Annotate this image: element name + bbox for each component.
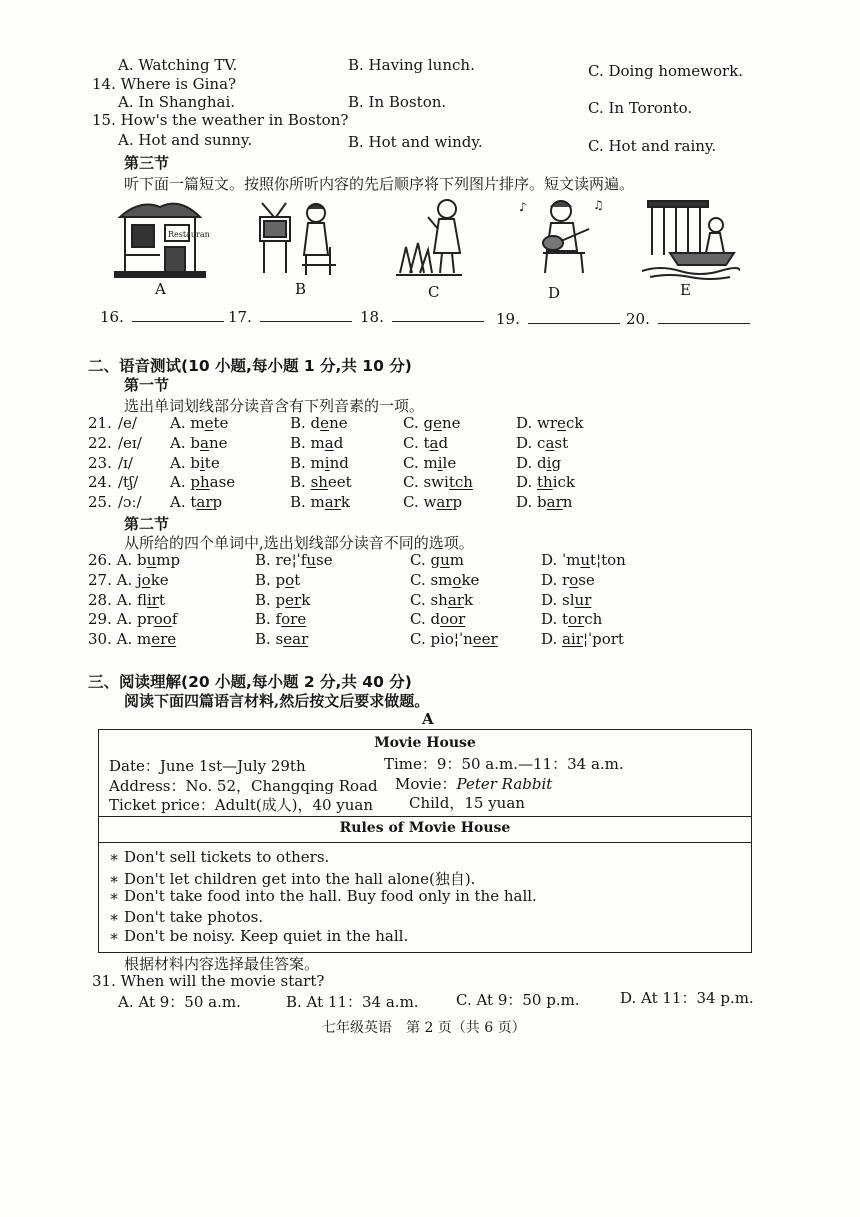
underlined-letters: a [199,434,209,452]
word-option-c [410,630,498,648]
notice-title: Movie House [374,735,476,751]
underlined-letters: i [437,454,443,472]
phoneme: /eɪ/ [118,434,142,452]
answer-blank-20[interactable] [626,310,750,328]
notice-divider [99,816,751,817]
rules-divider [99,842,751,843]
word-option-c [410,591,473,609]
word-part: B. f [255,610,282,628]
underlined-letters: e [557,414,566,432]
word-part: C. pio¦ˈn [410,630,473,648]
question-number: 21. [88,414,112,432]
word-part: C. w [403,493,437,511]
underlined-letters: o [141,571,151,589]
movie-house-notice [98,729,752,953]
word-part: ¦ˈport [582,630,624,648]
word-option-d [516,434,568,452]
word-part: d [438,434,449,452]
word-option-c [403,473,473,491]
word-option-a [170,414,228,432]
word-option-c [410,610,465,628]
q31-option-a: A. At 9：50 a.m. [118,993,241,1011]
word-part: ne [441,414,461,432]
word-part: te [213,414,229,432]
word-part: C. sh [410,591,448,609]
word-option-d [541,591,591,609]
word-option-c [403,493,462,511]
word-option-b [255,591,310,609]
word-part: D. ˈm [541,551,581,569]
word-part: B. d [290,414,321,432]
notice-date: Date：June 1st—July 29th [109,757,306,775]
answer-blank-19[interactable] [496,310,620,328]
word-option-b [290,414,348,432]
word-part: D. [541,630,563,648]
underlined-letters: er [285,591,302,609]
word-part: B. m [290,493,325,511]
notice-time: Time：9：50 a.m.—11：34 a.m. [384,755,624,773]
underlined-letters: a [545,434,555,452]
word-part: D. c [516,434,546,452]
word-option-a [88,610,177,628]
q14-option-b: B. In Boston. [348,93,447,111]
word-option-b [290,454,349,472]
word-part: t [294,571,301,589]
word-option-a [88,571,169,589]
word-part: k [301,591,311,609]
word-part: C. m [403,454,438,472]
word-part: g [551,454,562,472]
phoneme: /ɪ/ [118,454,133,472]
word-part: C. d [410,610,441,628]
word-part: le [442,454,457,472]
underlined-letters: ur [574,591,592,609]
underlined-letters: ear [283,630,309,648]
picture-label-d: D [548,284,561,302]
part2-sec1-instruction: 选出单词划线部分读音含有下列音素的一项。 [124,397,425,415]
girl-watching-tv-icon [252,195,352,280]
word-option-d [541,630,624,648]
boat-on-lake-icon [640,195,740,280]
word-part: B. [290,473,311,491]
rule-item: ∗ Don't sell tickets to others. [109,848,330,866]
phoneme: /ɔː/ [118,493,142,511]
word-option-c [410,551,464,569]
underlined-letters: ar [546,493,563,511]
word-part: C. g [403,414,434,432]
word-option-a [170,473,235,491]
word-part: D. t [541,610,569,628]
word-option-b [290,473,352,491]
q14-option-c: C. In Toronto. [588,99,693,117]
rule-item: ∗ Don't take photos. [109,908,264,926]
word-part: ck [565,414,584,432]
word-part: se [578,571,595,589]
word-option-a [88,591,165,609]
part2-sec2-heading: 第二节 [124,515,170,533]
rule-item: ∗ Don't be noisy. Keep quiet in the hall. [109,927,409,945]
word-part: B. p [255,571,286,589]
underlined-letters: e [320,414,330,432]
underlined-letters: oo [153,610,172,628]
girl-by-plants-icon [392,195,492,280]
word-part: nd [329,454,349,472]
word-option-d [541,551,626,569]
word-part: m [449,551,464,569]
word-part: A. t [170,493,197,511]
word-option-b [290,493,350,511]
q15-option-c: C. Hot and rainy. [588,137,717,155]
underlined-letters: ar [196,493,213,511]
svg-text:♫: ♫ [593,198,604,212]
word-part: C. sm [410,571,453,589]
answer-blank-17[interactable] [228,308,352,326]
word-option-c [403,454,456,472]
word-part: A. b [170,454,200,472]
underlined-letters: a [429,434,439,452]
underlined-letters: o [285,571,295,589]
word-part: st [554,434,569,452]
movie-name: Peter Rabbit [456,775,553,793]
word-part: D. d [516,454,547,472]
word-part: ase [209,473,236,491]
q15-stem: 15. How's the weather in Boston? [92,111,349,129]
word-part: te [204,454,220,472]
answer-blank-18[interactable] [360,308,484,326]
word-part: mp [156,551,181,569]
word-part: B. m [290,434,325,452]
question-number: 23. [88,454,112,472]
word-part: t [158,591,165,609]
word-option-a [170,493,222,511]
phoneme: /e/ [118,414,137,432]
underlined-letters: u [580,551,591,569]
underlined-letters: or [568,610,585,628]
word-part: p [212,493,223,511]
page-footer: 七年级英语 第 2 页（共 6 页） [322,1020,526,1036]
part3-instruction: 阅读下面四篇语言材料,然后按文后要求做题。 [124,692,430,710]
underlined-letters: sh [310,473,328,491]
boy-playing-guitar-icon [515,195,615,280]
word-part: f [171,610,178,628]
q31-option-d: D. At 11：34 p.m. [620,989,754,1007]
word-part: k [463,591,474,609]
underlined-letters: tch [448,473,473,491]
word-option-b [255,571,300,589]
movie-label: Movie： [395,775,457,793]
notice-address: Address：No. 52，Changqing Road [109,777,378,795]
q13-option-c: C. Doing homework. [588,62,744,80]
section-instruction: 听下面一篇短文。按照你所听内容的先后顺序将下列图片排序。短文读两遍。 [124,175,635,193]
word-option-a [88,630,176,648]
word-part: 27. A. j [88,571,142,589]
word-part: ne [208,434,228,452]
phoneme: /tʃ/ [118,473,139,491]
word-part: ne [329,414,348,432]
word-option-b [255,630,308,648]
underlined-letters: o [452,571,462,589]
notice-price: Ticket price：Adult(成人)，40 yuan [109,796,374,814]
question-number: 22. [88,434,112,452]
blank-number: 16. [100,308,124,326]
underlined-letters: o [569,571,579,589]
word-option-d [516,493,572,511]
word-option-b [255,551,333,569]
word-part: p [452,493,463,511]
word-option-d [516,414,583,432]
word-part: D. b [516,493,547,511]
question-number: 25. [88,493,112,511]
blank-number: 20. [626,310,650,328]
word-part: B. s [255,630,284,648]
part3-title: 三、阅读理解(20 小题,每小题 2 分,共 40 分) [88,673,412,691]
underlined-letters: i [324,454,330,472]
svg-text:♪: ♪ [519,200,527,214]
part2-sec1-heading: 第一节 [124,376,170,394]
word-part: A. m [170,414,205,432]
q31-option-b: B. At 11：34 a.m. [286,993,419,1011]
word-part: 26. A. b [88,551,147,569]
part3-instruction2: 根据材料内容选择最佳答案。 [124,955,320,973]
underlined-letters: ar [324,493,341,511]
blank-number: 18. [360,308,384,326]
word-part: 30. A. m [88,630,152,648]
word-part: 28. A. fl [88,591,147,609]
underlined-letters: u [306,551,317,569]
underlined-letters: u [146,551,157,569]
underlined-letters: ph [190,473,210,491]
section-heading: 第三节 [124,154,170,172]
word-option-d [516,454,561,472]
word-option-d [541,610,602,628]
restaurant-icon [110,195,210,280]
picture-label-c: C [428,283,440,301]
word-part: C. g [410,551,441,569]
underlined-letters: e [433,414,442,432]
word-part: ke [461,571,480,589]
word-part: ch [584,610,603,628]
picture-label-e: E [680,281,691,299]
blank-number: 19. [496,310,520,328]
word-part: D. wr [516,414,558,432]
word-part: D. sl [541,591,575,609]
passage-label: A [422,710,434,728]
underlined-letters: ere [151,630,177,648]
part2-sec2-instruction: 从所给的四个单词中,选出划线部分读音不同的选项。 [124,534,474,552]
word-part: se [316,551,333,569]
word-part: D. r [541,571,570,589]
q31-option-c: C. At 9：50 p.m. [456,991,580,1009]
word-option-c [403,414,461,432]
q13-option-b: B. Having lunch. [348,56,475,74]
blank-number: 17. [228,308,252,326]
underlined-letters: th [537,473,553,491]
word-part: A. b [170,434,200,452]
picture-label-a: A [155,280,166,298]
underlined-letters: ir [147,591,159,609]
word-part: D. [516,473,538,491]
word-option-d [516,473,575,491]
underlined-letters: e [204,414,214,432]
word-part: 29. A. pr [88,610,154,628]
word-option-a [170,434,227,452]
word-option-c [410,571,479,589]
notice-child-price: Child，15 yuan [409,794,525,812]
underlined-letters: ar [447,591,464,609]
notice-movie [395,773,552,794]
picture-label-b: B [295,280,307,298]
word-part: d [333,434,344,452]
underlined-letters: ar [436,493,453,511]
word-part: C. t [403,434,430,452]
word-part: ick [552,473,576,491]
word-part: k [340,493,351,511]
q15-option-a: A. Hot and sunny. [118,131,253,149]
svg-text:Restaurant: Restaurant [168,230,210,239]
word-part: B. m [290,454,325,472]
word-part: n [562,493,573,511]
word-part: ke [150,571,169,589]
q14-stem: 14. Where is Gina? [92,75,237,93]
word-part: C. swi [403,473,449,491]
word-option-a [170,454,220,472]
q13-option-a: A. Watching TV. [118,56,238,74]
word-option-b [255,610,306,628]
word-part: eet [327,473,352,491]
word-option-d [541,571,595,589]
part2-title: 二、语音测试(10 小题,每小题 1 分,共 10 分) [88,357,412,375]
underlined-letters: i [546,454,552,472]
answer-blank-16[interactable] [100,308,224,326]
underlined-letters: ore [281,610,307,628]
word-part: B. p [255,591,286,609]
word-option-a [88,551,180,569]
underlined-letters: i [199,454,205,472]
q15-option-b: B. Hot and windy. [348,133,483,151]
word-option-b [290,434,343,452]
rule-item: ∗ Don't let children get into the hall alone(独自). [109,870,476,888]
word-option-c [403,434,448,452]
word-part: B. re¦ˈf [255,551,307,569]
q14-option-a: A. In Shanghai. [118,93,236,111]
underlined-letters: oor [440,610,466,628]
underlined-letters: eer [472,630,498,648]
underlined-letters: air [562,630,583,648]
underlined-letters: a [324,434,334,452]
q31-stem: 31. When will the movie start? [92,972,325,990]
rules-title: Rules of Movie House [339,820,511,836]
rule-item: ∗ Don't take food into the hall. Buy food only in the hall. [109,887,537,905]
word-part: A. [170,473,191,491]
underlined-letters: u [440,551,450,569]
question-number: 24. [88,473,112,491]
word-part: t¦ton [590,551,626,569]
